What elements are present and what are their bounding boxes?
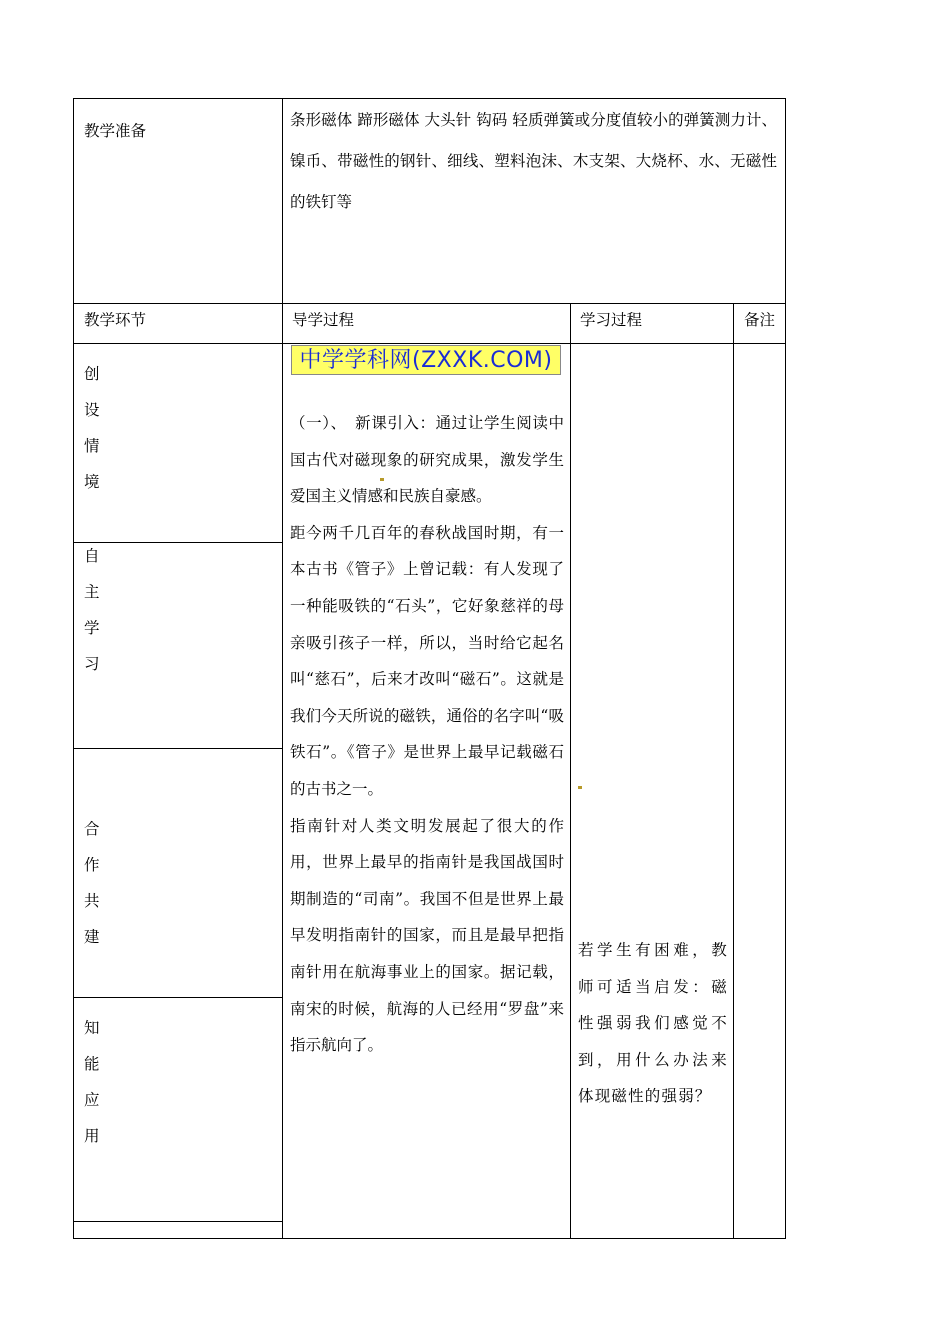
prep-content: 条形磁体 蹄形磁体 大头针 钩码 轻质弹簧或分度值较小的弹簧测力计、镍币、带磁性的钢针、细线、塑料泡沫、木支架、大烧杯、水、无磁性的铁钉等 <box>290 111 777 211</box>
table-column-divider <box>570 303 571 1239</box>
table-border-bottom <box>73 1238 786 1239</box>
stage-1-char: 情 <box>84 437 100 455</box>
table-row-divider <box>73 303 786 304</box>
stage-2-char: 习 <box>84 655 100 673</box>
table-border-left <box>73 98 74 1239</box>
stage-1-char: 设 <box>84 401 100 419</box>
stage-2-char: 主 <box>84 583 100 601</box>
table-border-right <box>785 98 786 1239</box>
stray-mark <box>380 478 384 481</box>
stage-3-char: 建 <box>84 928 100 946</box>
stage-divider <box>73 1221 282 1222</box>
table-column-divider <box>733 303 734 1239</box>
stage-3-char: 合 <box>84 820 100 838</box>
guide-content <box>290 405 564 1064</box>
guide-paragraph: 距今两千几百年的春秋战国时期，有一本古书《管子》上曾记载：有人发现了一种能吸铁的“石头”，它好象慈祥的母亲吸引孩子一样，所以，当时给它起名叫“慈石”，后来才改叫“磁石”。这就是我们今天所说的磁铁，通俗的名字叫“吸铁石”。《管子》是世界上最早记载磁石的古书之一。 <box>290 523 564 798</box>
stage-4-char: 知 <box>84 1019 100 1037</box>
guide-paragraph: （一）、 新课引入：通过让学生阅读中国古代对磁现象的研究成果，激发学生爱国主义情感和民族自豪感。 <box>290 414 564 506</box>
site-watermark-logo: 中学学科网(ZXXK.COM) <box>291 345 561 375</box>
stage-2-char: 自 <box>84 547 100 565</box>
prep-label: 教学准备 <box>84 122 147 140</box>
guide-paragraph: 指南针对人类文明发展起了很大的作用，世界上最早的指南针是我国战国时期制造的“司南”。我国不但是世界上最早发明指南针的国家，而且是最早把指南针用在航海事业上的国家。据记载，南宋的时候，航海的人已经用“罗盘”来指示航向了。 <box>290 816 564 1055</box>
header-guide: 导学过程 <box>292 311 355 329</box>
table-row-divider <box>73 343 786 344</box>
stage-divider <box>73 542 282 543</box>
stray-mark <box>578 786 582 789</box>
stage-4-char: 应 <box>84 1091 100 1109</box>
header-note: 备注 <box>744 311 776 329</box>
header-learn: 学习过程 <box>580 311 643 329</box>
stage-2-char: 学 <box>84 619 100 637</box>
table-column-divider <box>282 98 283 1239</box>
table-border-top <box>73 98 786 99</box>
stage-divider <box>73 997 282 998</box>
stage-1-char: 境 <box>84 473 100 491</box>
stage-3-char: 共 <box>84 892 100 910</box>
stage-divider <box>73 748 282 749</box>
stage-4-char: 能 <box>84 1055 100 1073</box>
learn-content: 若学生有困难，教师可适当启发：磁性强弱我们感觉不到，用什么办法来体现磁性的强弱？ <box>578 941 728 1106</box>
header-stage: 教学环节 <box>84 311 147 329</box>
stage-1-char: 创 <box>84 365 100 383</box>
stage-4-char: 用 <box>84 1127 100 1145</box>
stage-3-char: 作 <box>84 856 100 874</box>
